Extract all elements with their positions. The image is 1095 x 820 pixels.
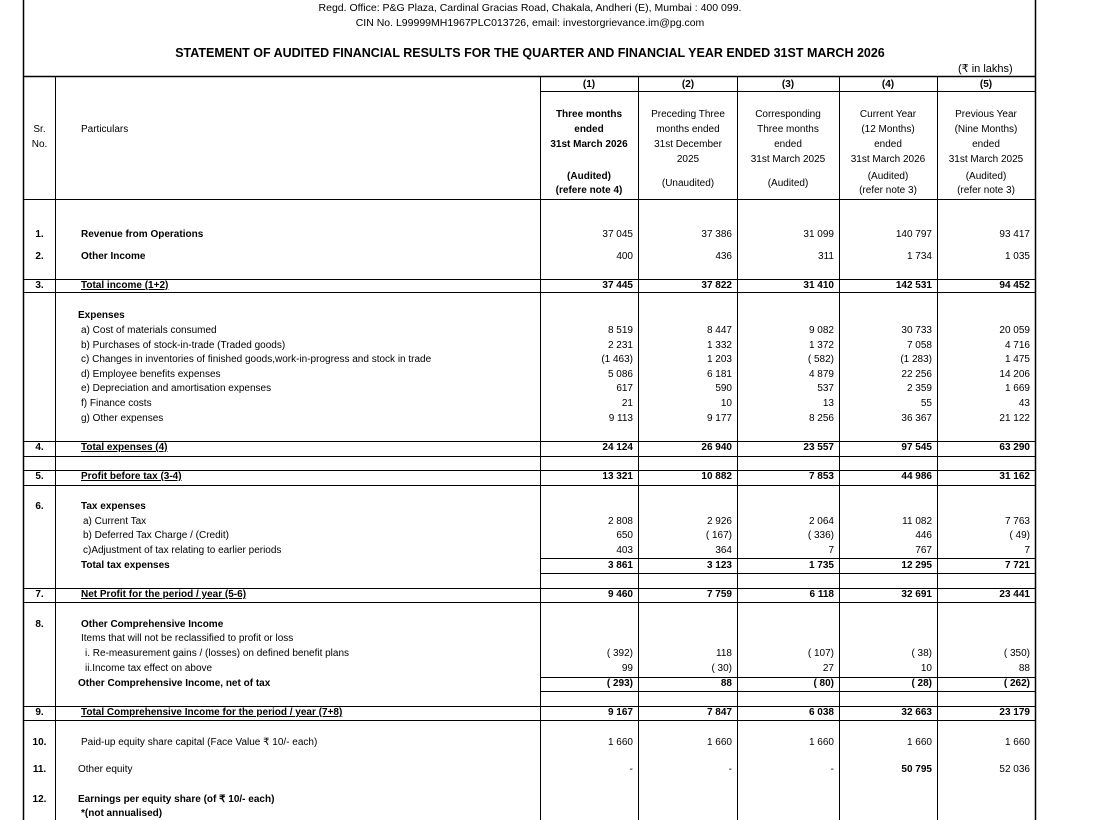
row-value: 24 124: [602, 442, 633, 453]
row-value: 7 763: [1004, 516, 1030, 527]
row-value: 88: [720, 678, 732, 689]
row-value: 37 045: [602, 229, 633, 240]
row-value: 63 290: [999, 442, 1030, 453]
row-label: c)Adjustment of tax relating to earlier periods: [83, 545, 282, 556]
column-status: (Unaudited): [661, 178, 715, 189]
row-value: 4 879: [808, 369, 834, 380]
row-value: 14 206: [999, 369, 1030, 380]
sr-number: 1.: [35, 229, 44, 240]
sr-number: 4.: [35, 442, 44, 453]
row-value: 94 452: [999, 280, 1030, 291]
row-value: 50 795: [901, 764, 932, 775]
row-value: 13 321: [602, 471, 633, 482]
row-label: Items that will not be reclassified to profit or loss: [81, 633, 294, 644]
row-label: Expenses: [78, 310, 125, 321]
row-label: e) Depreciation and amortisation expenses: [81, 383, 272, 394]
column-status: (Audited): [965, 171, 1007, 182]
sr-number: 10.: [32, 737, 47, 748]
row-value: 118: [716, 648, 732, 659]
column-number-2: (2): [681, 79, 695, 90]
row-value: 3 861: [607, 560, 633, 571]
column-header-line: 31st December: [654, 139, 722, 150]
row-value: -: [830, 764, 834, 775]
row-value: 9 177: [706, 413, 732, 424]
row-label: b) Purchases of stock-in-trade (Traded goods): [81, 340, 286, 351]
sr-number: 5.: [35, 471, 44, 482]
row-value: ( 107): [807, 648, 834, 659]
row-label: Paid-up equity share capital (Face Value ₹ 10/- each): [81, 737, 318, 748]
row-value: 5 086: [607, 369, 633, 380]
row-value: 9 082: [808, 325, 834, 336]
column-header-line: Current Year: [859, 109, 917, 120]
row-label: Tax expenses: [81, 501, 146, 512]
column-header-line: (12 Months): [861, 124, 915, 135]
column-status: (Audited): [867, 171, 909, 182]
row-value: 11 082: [902, 516, 932, 527]
row-label: a) Cost of materials consumed: [81, 325, 217, 336]
row-value: 590: [715, 383, 732, 394]
row-value: 537: [817, 383, 834, 394]
row-value: 32 691: [901, 589, 932, 600]
column-header-line: 31st March 2026: [550, 139, 628, 150]
column-header-line: ended: [972, 139, 1000, 150]
row-value: 22 256: [901, 369, 932, 380]
column-header-line: 31st March 2026: [850, 154, 926, 165]
row-value: 55: [920, 398, 932, 409]
row-label: Total income (1+2): [81, 280, 169, 291]
row-value: 142 531: [895, 280, 932, 291]
column-status: (Audited): [567, 171, 611, 182]
row-value: (1 463): [601, 354, 633, 365]
row-value: ( 336): [807, 530, 834, 541]
row-value: 311: [818, 251, 834, 262]
row-value: ( 38): [911, 648, 932, 659]
column-header-line: Previous Year: [955, 109, 1017, 120]
row-label: Total tax expenses: [81, 560, 170, 571]
row-value: 650: [616, 530, 633, 541]
row-value: 6 118: [809, 589, 834, 600]
row-value: 21: [621, 398, 633, 409]
row-value: 403: [616, 545, 633, 556]
row-value: 1 734: [906, 251, 932, 262]
particulars-header: Particulars: [81, 124, 129, 135]
row-value: 93 417: [999, 229, 1030, 240]
column-header-line: Three months: [555, 109, 623, 120]
sr-number: 11.: [32, 764, 47, 775]
column-note: (refer note 3): [957, 185, 1015, 196]
row-value: 1 332: [706, 340, 732, 351]
row-label: c) Changes in inventories of finished goods,work-in-progress and stock in trade: [81, 354, 432, 365]
column-header-line: 2025: [676, 154, 700, 165]
row-value: 52 036: [999, 764, 1030, 775]
row-value: 2 359: [906, 383, 932, 394]
row-value: 12 295: [901, 560, 932, 571]
row-value: 10 882: [701, 471, 732, 482]
row-value: 1 735: [808, 560, 834, 571]
row-value: 13: [822, 398, 834, 409]
statement-title: STATEMENT OF AUDITED FINANCIAL RESULTS FOR THE QUARTER AND FINANCIAL YEAR ENDED 31ST MARCH 2026: [175, 46, 885, 60]
row-value: 1 660: [808, 737, 834, 748]
row-label: f) Finance costs: [81, 398, 152, 409]
row-value: 37 386: [701, 229, 732, 240]
row-value: 617: [616, 383, 633, 394]
row-value: 43: [1018, 398, 1030, 409]
column-status: (Audited): [767, 178, 809, 189]
row-value: 26 940: [701, 442, 732, 453]
column-header-line: months ended: [656, 124, 720, 135]
sr-number: 6.: [35, 501, 44, 512]
row-label: b) Deferred Tax Charge / (Credit): [83, 530, 229, 541]
row-value: 6 181: [706, 369, 732, 380]
row-value: 400: [616, 251, 633, 262]
row-value: ( 167): [705, 530, 732, 541]
row-label: g) Other expenses: [81, 413, 164, 424]
column-header-line: ended: [774, 139, 802, 150]
row-value: ( 80): [813, 678, 834, 689]
row-value: 364: [715, 545, 732, 556]
row-value: 31 099: [803, 229, 834, 240]
row-value: 30 733: [901, 325, 932, 336]
sr-no-header: No.: [31, 139, 48, 150]
row-value: 1 660: [1004, 737, 1030, 748]
cin-email-line: CIN No. L99999MH1967PLC013726, email: investorgrievance.im@pg.com: [355, 17, 705, 29]
row-value: 8 256: [808, 413, 834, 424]
column-number-4: (4): [881, 79, 895, 90]
row-value: 4 716: [1004, 340, 1030, 351]
row-value: ( 28): [911, 678, 932, 689]
row-value: 23 441: [999, 589, 1030, 600]
row-value: 3 123: [706, 560, 732, 571]
row-value: ( 49): [1009, 530, 1030, 541]
row-value: 6 038: [808, 707, 834, 718]
row-label: a) Current Tax: [83, 516, 147, 527]
row-value: 36 367: [901, 413, 932, 424]
row-label: i. Re-measurement gains / (losses) on defined benefit plans: [85, 648, 350, 659]
row-value: 99: [621, 663, 633, 674]
row-value: 9 167: [607, 707, 633, 718]
row-value: 27: [822, 663, 834, 674]
row-value: 31 410: [803, 280, 834, 291]
row-label: Net Profit for the period / year (5-6): [81, 589, 247, 600]
row-value: 7: [828, 545, 834, 556]
row-value: 1 660: [607, 737, 633, 748]
row-value: 1 660: [906, 737, 932, 748]
column-number-5: (5): [979, 79, 993, 90]
column-number-3: (3): [781, 79, 795, 90]
units-note: (₹ in lakhs): [958, 63, 1013, 75]
row-value: 140 797: [895, 229, 932, 240]
row-label: Earnings per equity share (of ₹ 10/- each): [78, 794, 275, 805]
sr-number: 12.: [32, 794, 47, 805]
row-value: 10: [920, 663, 932, 674]
row-value: ( 30): [711, 663, 732, 674]
row-value: 8 519: [607, 325, 633, 336]
row-label: Other Income: [81, 251, 146, 262]
registered-office-line: Regd. Office: P&G Plaza, Cardinal Gracias Road, Chakala, Andheri (E), Mumbai : 400 099.: [318, 2, 742, 14]
row-value: 7 853: [808, 471, 834, 482]
row-value: 37 445: [602, 280, 633, 291]
row-value: 20 059: [999, 325, 1030, 336]
row-value: 7 759: [706, 589, 732, 600]
sr-number: 7.: [35, 589, 44, 600]
row-value: 32 663: [901, 707, 932, 718]
sr-number: 3.: [35, 280, 44, 291]
row-value: ( 582): [807, 354, 834, 365]
row-value: 10: [720, 398, 732, 409]
column-header-line: Preceding Three: [651, 109, 725, 120]
column-header-line: Three months: [757, 124, 819, 135]
row-value: 1 475: [1004, 354, 1030, 365]
row-value: 31 162: [999, 471, 1030, 482]
row-value: 21 122: [999, 413, 1030, 424]
row-value: 1 372: [808, 340, 834, 351]
row-label: Total Comprehensive Income for the period / year (7+8): [81, 707, 343, 718]
row-value: 767: [915, 545, 932, 556]
row-value: ( 350): [1003, 648, 1030, 659]
sr-number: 9.: [35, 707, 44, 718]
column-header-line: 31st March 2025: [750, 154, 826, 165]
row-value: 1 669: [1004, 383, 1030, 394]
row-label: d) Employee benefits expenses: [81, 369, 221, 380]
row-value: 1 203: [706, 354, 732, 365]
column-number-1: (1): [582, 79, 596, 90]
row-value: 446: [915, 530, 932, 541]
sr-number: 8.: [35, 619, 44, 630]
row-label: Profit before tax (3-4): [81, 471, 182, 482]
row-value: 7 058: [906, 340, 932, 351]
row-value: 9 113: [608, 413, 633, 424]
row-value: (1 283): [900, 354, 932, 365]
column-header-line: ended: [574, 124, 604, 135]
column-header-line: ended: [874, 139, 902, 150]
sr-number: 2.: [35, 251, 44, 262]
row-value: ( 262): [1003, 678, 1030, 689]
column-header-line: Corresponding: [755, 109, 821, 120]
row-label: ii.Income tax effect on above: [85, 663, 213, 674]
row-value: 2 064: [808, 516, 834, 527]
row-value: 9 460: [607, 589, 633, 600]
row-value: 2 231: [607, 340, 633, 351]
column-header-line: (Nine Months): [954, 124, 1018, 135]
column-note: (refere note 4): [555, 185, 623, 196]
row-value: 97 545: [901, 442, 932, 453]
row-value: 37 822: [701, 280, 732, 291]
column-header-line: 31st March 2025: [948, 154, 1024, 165]
row-value: ( 392): [606, 648, 633, 659]
row-value: 23 557: [803, 442, 834, 453]
column-note: (refer note 3): [859, 185, 917, 196]
row-value: 7 721: [1004, 560, 1030, 571]
row-value: 1 660: [706, 737, 732, 748]
row-value: 23 179: [999, 707, 1030, 718]
row-value: 7 847: [706, 707, 732, 718]
row-label: Other equity: [78, 764, 133, 775]
row-value: 44 986: [901, 471, 932, 482]
row-value: 2 926: [706, 516, 732, 527]
row-value: -: [629, 764, 633, 775]
row-value: ( 293): [606, 678, 633, 689]
row-value: 88: [1018, 663, 1030, 674]
row-value: -: [728, 764, 732, 775]
row-label: Total expenses (4): [81, 442, 168, 453]
sr-no-header: Sr.: [33, 124, 46, 135]
row-value: 7: [1024, 545, 1030, 556]
row-label: Other Comprehensive Income: [81, 619, 224, 630]
row-label: Other Comprehensive Income, net of tax: [78, 678, 271, 689]
row-value: 2 808: [607, 516, 633, 527]
row-label: Revenue from Operations: [81, 229, 204, 240]
row-value: 436: [715, 251, 732, 262]
row-value: 8 447: [706, 325, 732, 336]
row-label: *(not annualised): [81, 808, 163, 819]
row-value: 1 035: [1004, 251, 1030, 262]
